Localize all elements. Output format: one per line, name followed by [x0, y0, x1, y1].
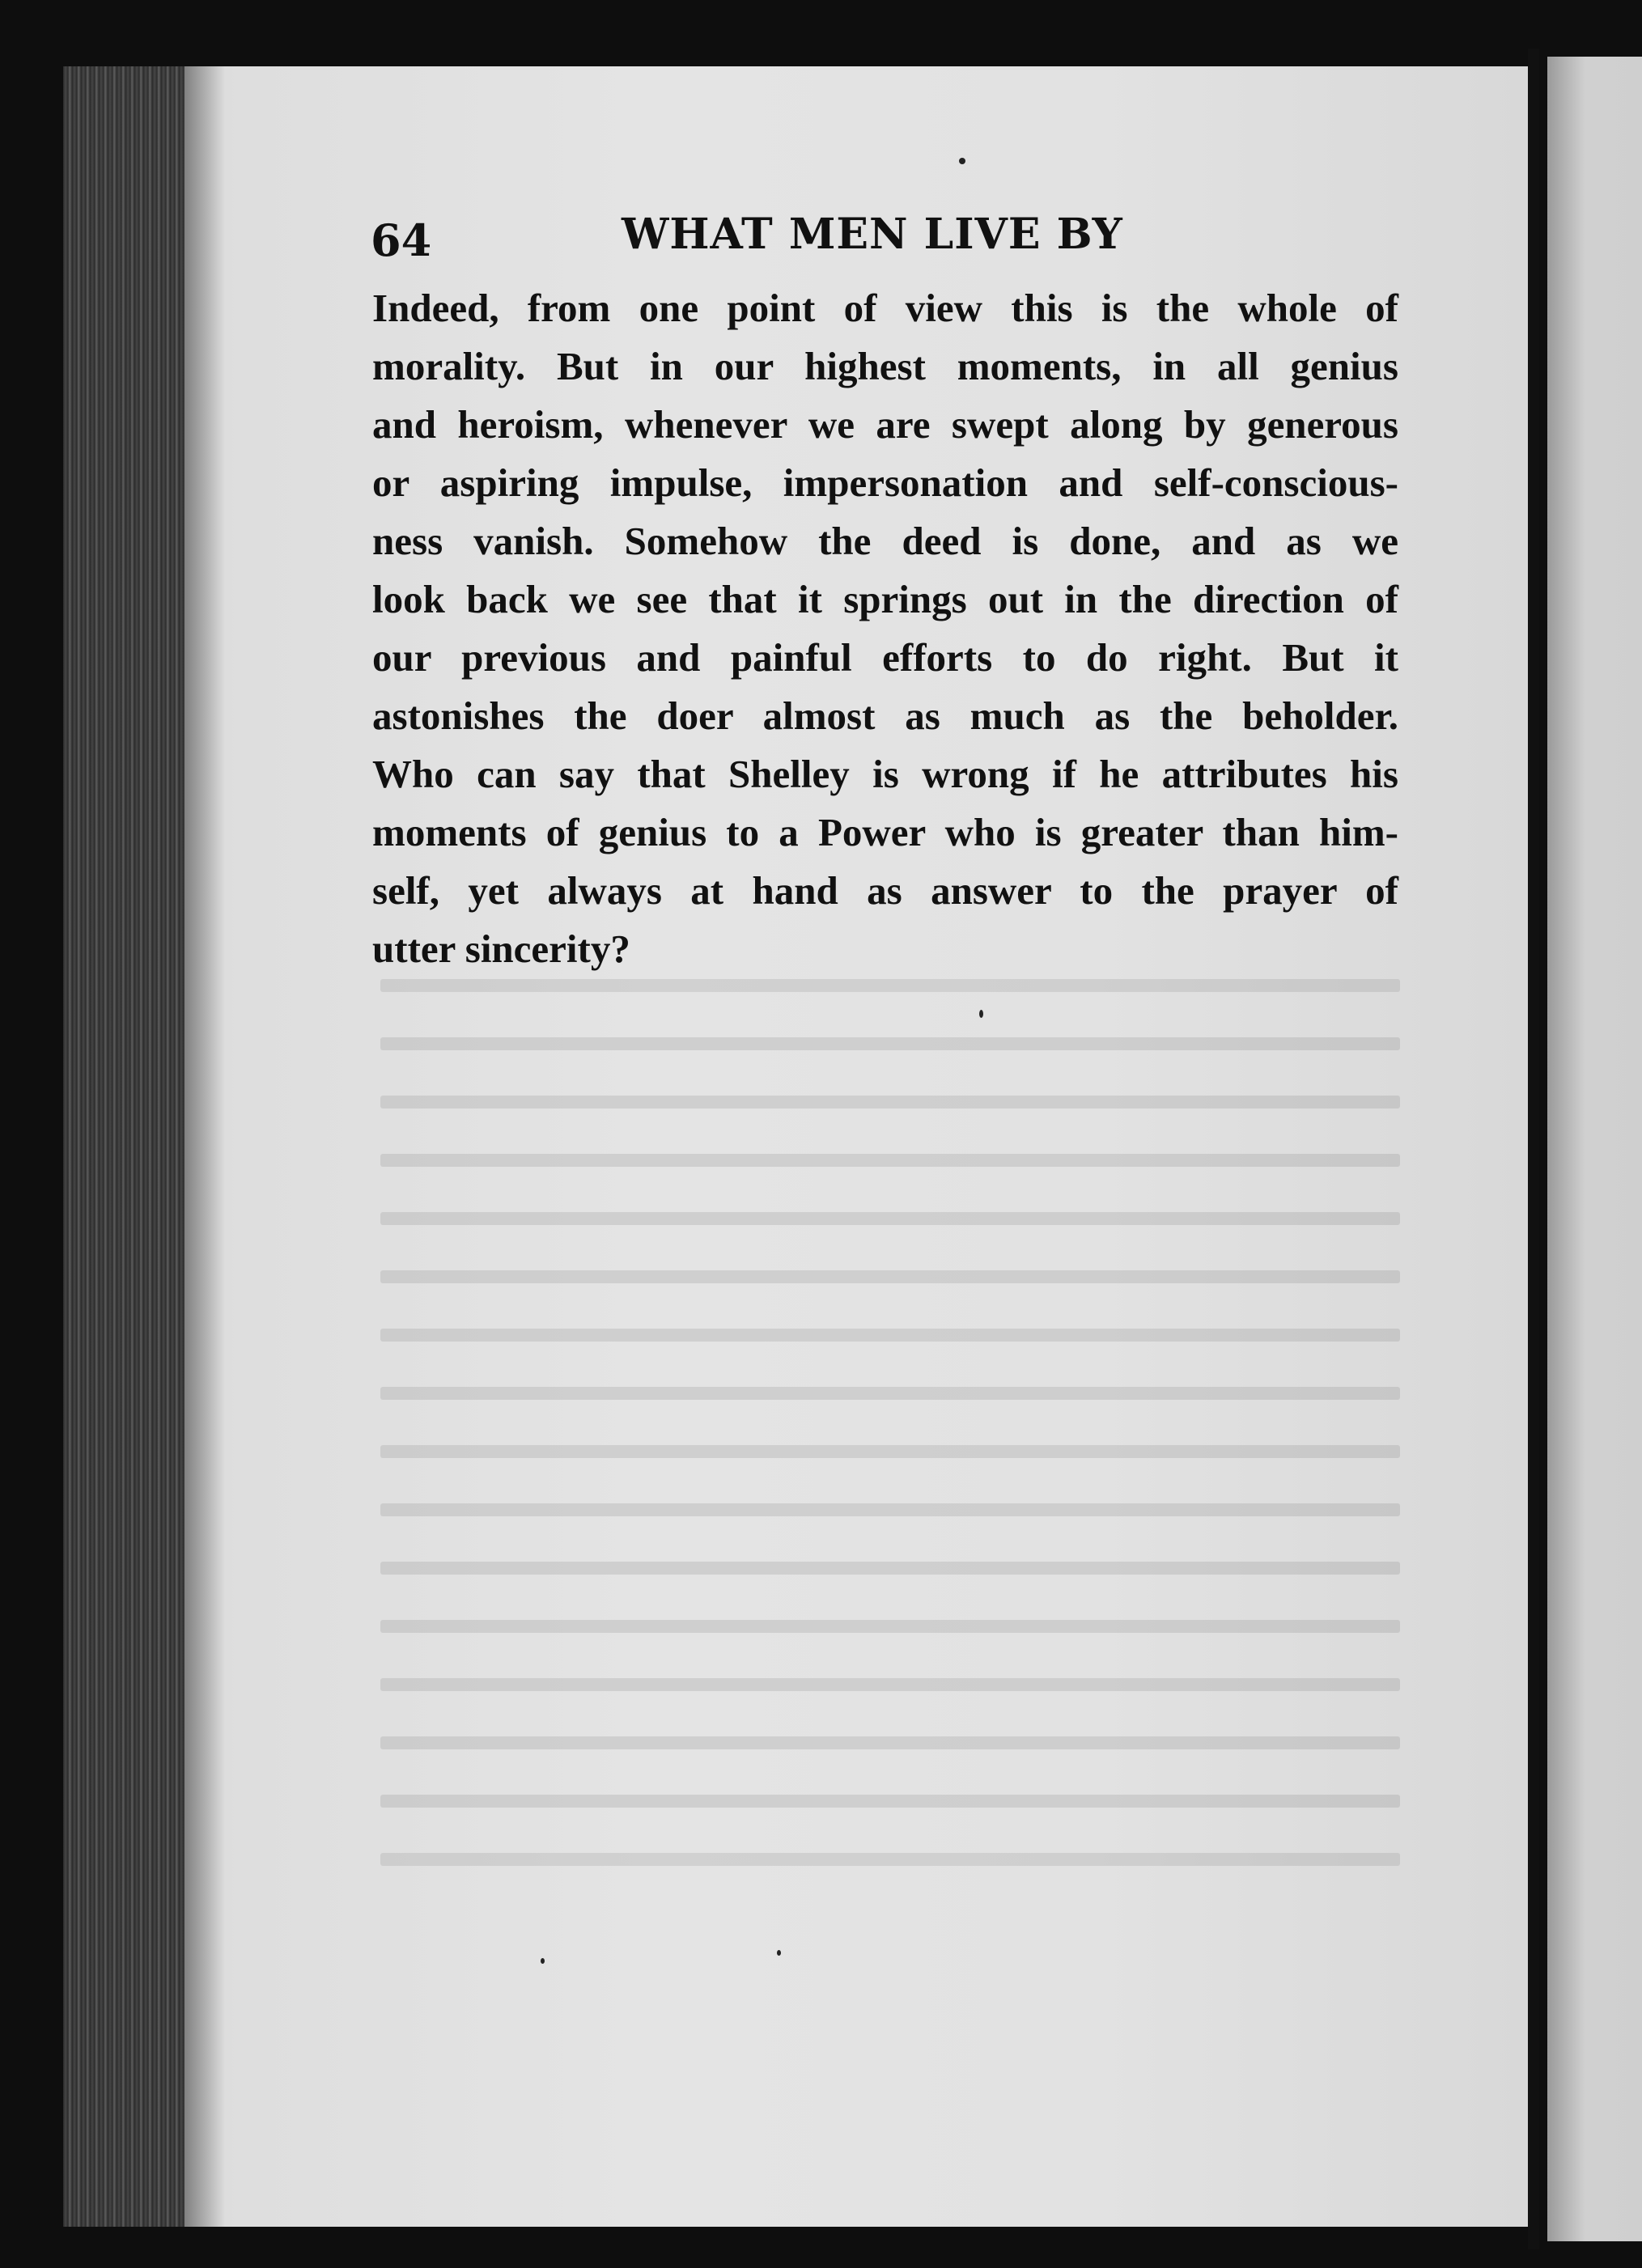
- body-paragraph: [372, 279, 1398, 978]
- text-line: or aspiring impulse, impersonation and self-conscious-: [372, 460, 1398, 505]
- text-line: Who can say that Shelley is wrong if he attributes his: [372, 752, 1398, 796]
- scan-speck: [777, 1950, 781, 1956]
- scan-speck: [959, 158, 965, 164]
- text-line: morality. But in our highest moments, in all genius: [372, 344, 1398, 388]
- text-line: our previous and painful efforts to do right. But it: [372, 635, 1398, 680]
- text-line: utter sincerity?: [372, 926, 630, 971]
- text-line: self, yet always at hand as answer to the prayer of: [372, 868, 1398, 913]
- text-line: Indeed, from one point of view this is the whole of: [372, 286, 1398, 330]
- page-header: [371, 206, 1390, 279]
- text-line: moments of genius to a Power who is greater than him-: [372, 810, 1398, 854]
- text-line: and heroism, whenever we are swept along by generous: [372, 402, 1398, 447]
- page-number: 64: [371, 214, 432, 266]
- scan-speck: [979, 1010, 983, 1018]
- text-line: ness vanish. Somehow the deed is done, and as we: [372, 519, 1398, 563]
- running-head: WHAT MEN LIVE BY: [622, 210, 1123, 259]
- scan-speck: [541, 1958, 545, 1964]
- bleed-through-text: [380, 979, 1400, 1950]
- text-line: look back we see that it springs out in the direction of: [372, 577, 1398, 621]
- book-spine: [63, 66, 185, 2227]
- gutter-shadow: [185, 66, 225, 2227]
- page-edge-divider: [1528, 49, 1539, 2249]
- text-line: astonishes the doer almost as much as the beholder.: [372, 693, 1398, 738]
- adjacent-page: [1547, 57, 1642, 2241]
